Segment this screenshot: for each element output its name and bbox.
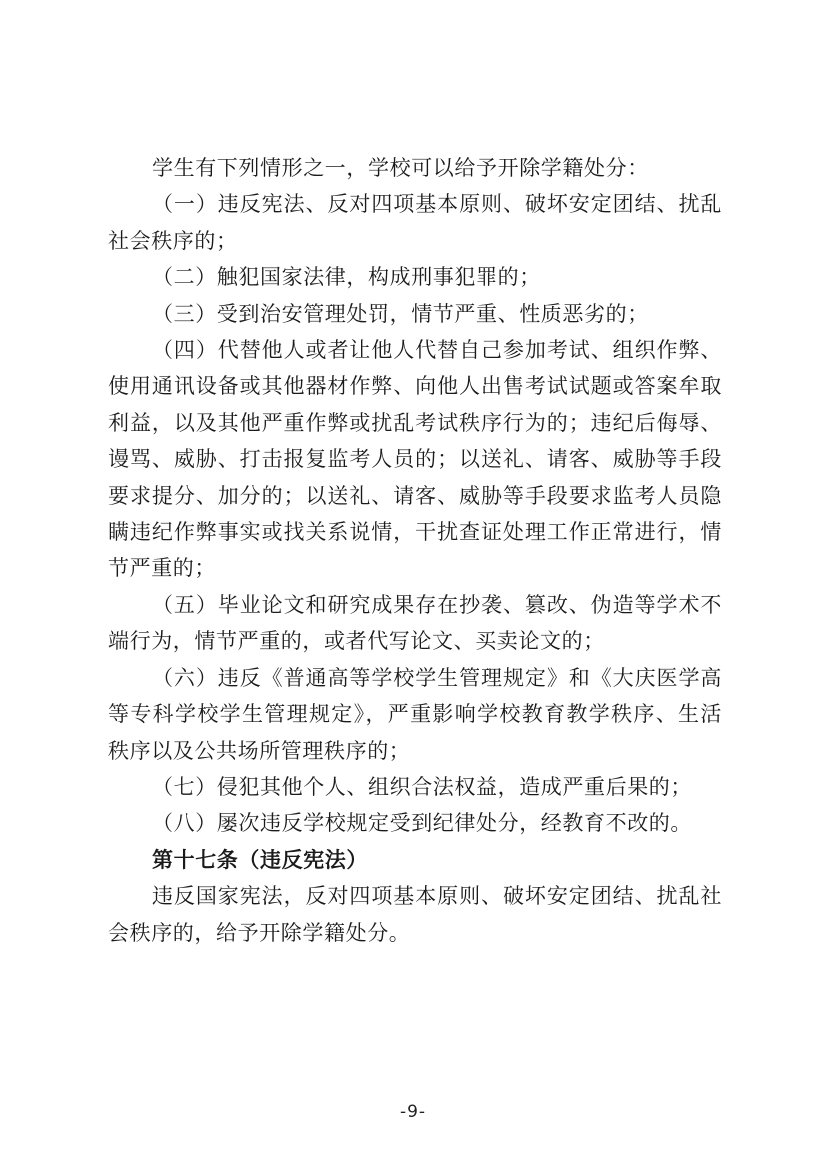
list-item-3: （三）受到治安管理处罚，情节严重、性质恶劣的；	[152, 301, 649, 326]
list-item-7: （七）侵犯其他个人、组织合法权益，造成严重后果的；	[152, 774, 692, 799]
list-item-8: （八）屡次违反学校规定受到纪律处分，经教育不改的。	[152, 811, 692, 836]
page-number: -9-	[399, 1102, 427, 1122]
list-item-6: （六）违反《普通高等学校学生管理规定》和《大庆医学高等专科学校学生管理规定》，严重影响学校教育教学秩序、生活秩序以及公共场所管理秩序的；	[108, 665, 722, 763]
list-item-2: （二）触犯国家法律，构成刑事犯罪的；	[152, 265, 541, 290]
body-text	[108, 150, 722, 951]
article-body: 违反国家宪法，反对四项基本原则、破坏安定团结、扰乱社会秩序的，给予开除学籍处分。	[108, 884, 722, 945]
article-heading: 第十七条（违反宪法）	[152, 847, 368, 872]
list-item-1: （一）违反宪法、反对四项基本原则、破坏安定团结、扰乱社会秩序的；	[108, 192, 722, 253]
list-item-5: （五）毕业论文和研究成果存在抄袭、篡改、伪造等学术不端行为，情节严重的，或者代写论文、买卖论文的；	[108, 592, 722, 654]
paragraph-intro: 学生有下列情形之一，学校可以给予开除学籍处分：	[152, 156, 649, 180]
list-item-4: （四）代替他人或者让他人代替自己参加考试、组织作弊、使用通讯设备或其他器材作弊、向他人出售考试试题或答案牟取利益，以及其他严重作弊或扰乱考试秩序行为的；违纪后侮辱、谩骂、威胁、打击报复监考人员的；以送礼、请客、威胁等手段要求提分、加分的；以送礼、请客、威胁等手段要求监考人员隐瞒违纪作弊事实或找关系说情，干扰查证处理工作正常进行，情节严重的；	[108, 338, 722, 581]
